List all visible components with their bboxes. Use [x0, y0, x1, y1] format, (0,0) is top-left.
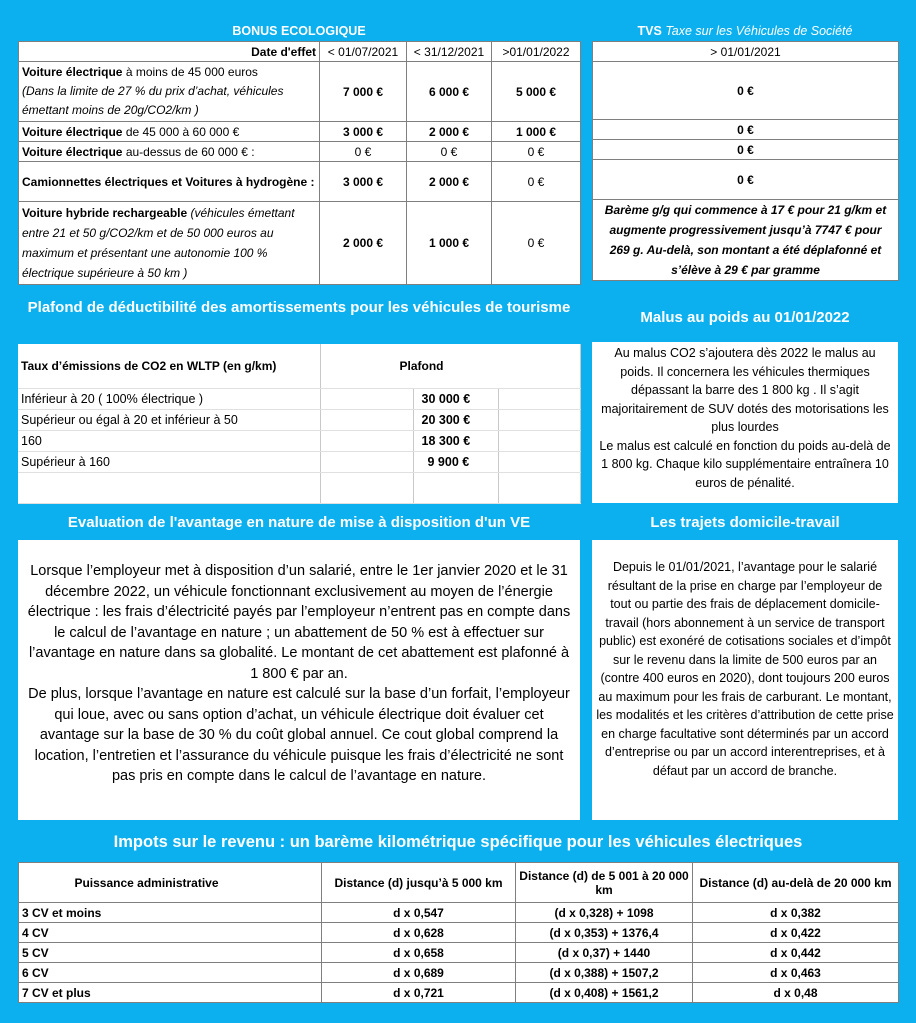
- bonus-value: 2 000 €: [320, 202, 407, 285]
- avantage-title: Evaluation de l'avantage en nature de mise à disposition d'un VE: [67, 514, 531, 531]
- tvs-title: [592, 24, 898, 38]
- trajets-box: [592, 540, 898, 820]
- impots-cell: (d x 0,37) + 1440: [516, 943, 693, 963]
- impots-cell: d x 0,658: [322, 943, 516, 963]
- bonus-row-note: (véhicules émettant entre 21 et 50 g/CO2/km et de 50 000 euros au maximum et présentant une autonomie 100 % électrique supérieure à 50 km ): [22, 206, 295, 280]
- plafond-label: Inférieur à 20 ( 100% électrique ): [18, 388, 320, 409]
- impots-cell: d x 0,463: [693, 963, 899, 983]
- bonus-value: 0 €: [320, 142, 407, 162]
- bonus-header-col: < 31/12/2021: [407, 42, 492, 62]
- bonus-row-label: Voiture électrique: [22, 124, 123, 139]
- impots-row: [19, 983, 899, 1003]
- bonus-row: [19, 162, 581, 202]
- impots-row: [19, 923, 899, 943]
- plafond-value: 30 000 €: [413, 388, 498, 409]
- impots-header-row: [19, 863, 899, 903]
- plafond-row: [18, 388, 580, 409]
- tvs-value: 0 €: [593, 140, 899, 160]
- trajets-text: Depuis le 01/01/2021, l’avantage pour le salarié résultant de la prise en charge par l’employeur de tout ou partie des frais de déplacement domicile-travail (hors abonnement à un service de transport public) est exonéré de cotisations sociales et d’impôt sur le revenu dans la limite de 500 euros par an (contre 400 euros en 2020), dont toujours 200 euros au maximum pour les frais de carburant. Le montant, les modalités et les critères d’attribution de cette prise en charge facultative sont déterminés par un accord d’entreprise ou par un accord interentreprises, et à défaut par un accord de branche.: [596, 560, 894, 778]
- impots-cell: d x 0,382: [693, 903, 899, 923]
- bonus-value: 1 000 €: [407, 202, 492, 285]
- impots-cell: d x 0,422: [693, 923, 899, 943]
- plafond-label: Supérieur ou égal à 20 et inférieur à 50: [18, 409, 320, 430]
- impots-cell: (d x 0,353) + 1376,4: [516, 923, 693, 943]
- tvs-bareme: Barème g/g qui commence à 17 € pour 21 g/km et augmente progressivement jusqu’à 7747 € pour 269 g. Au-delà, son montant a été déplafonné et s’élève à 29 € par gramme: [593, 200, 899, 281]
- impots-row: [19, 963, 899, 983]
- tvs-title-bold: TVS: [637, 24, 662, 38]
- bonus-value: 1 000 €: [492, 122, 581, 142]
- plafond-col2-header: Plafond: [320, 344, 580, 388]
- bonus-row: [19, 62, 581, 122]
- avantage-text-1: Lorsque l’employeur met à disposition d’un salarié, entre le 1er janvier 2020 et le 31 décembre 2022, un véhicule fonctionnant exclusivement au moyen de l’énergie électrique : les frais d’électricité payés par l’employeur n’entrent pas en compte dans le calcul de l’avantage en nature ; un abattement de 50 % est à effectuer sur l’avantage en nature dans sa globalité. Le montant de cet abattement est plafonné à 1 800 € par an.: [27, 563, 571, 682]
- bonus-row-rest: au-dessus de 60 000 € :: [122, 144, 255, 159]
- impots-cell: (d x 0,328) + 1098: [516, 903, 693, 923]
- bonus-value: 6 000 €: [407, 62, 492, 122]
- bonus-value: 0 €: [407, 142, 492, 162]
- impots-header: Distance (d) jusqu’à 5 000 km: [322, 863, 516, 903]
- bonus-value: 7 000 €: [320, 62, 407, 122]
- impots-cell: d x 0,442: [693, 943, 899, 963]
- impots-cell: 5 CV: [19, 943, 322, 963]
- bonus-row-rest: de 45 000 à 60 000 €: [122, 124, 240, 139]
- bonus-row: [19, 202, 581, 285]
- impots-cell: 4 CV: [19, 923, 322, 943]
- bonus-header-row: [19, 42, 581, 62]
- plafond-label: Supérieur à 160: [18, 451, 320, 472]
- impots-cell: 6 CV: [19, 963, 322, 983]
- bonus-row-note: (Dans la limite de 27 % du prix d’achat, véhicules émettant moins de 20g/CO2/km ): [22, 84, 284, 117]
- bonus-row-label: Voiture électrique: [22, 65, 123, 79]
- plafond-title: Plafond de déductibilité des amortissements pour les véhicules de tourisme: [27, 299, 571, 316]
- plafond-value: 18 300 €: [413, 430, 498, 451]
- bonus-table: [18, 41, 581, 285]
- impots-cell: (d x 0,408) + 1561,2: [516, 983, 693, 1003]
- bonus-header-col: < 01/07/2021: [320, 42, 407, 62]
- impots-header: Distance (d) au-delà de 20 000 km: [693, 863, 899, 903]
- impots-row: [19, 943, 899, 963]
- impots-table: [18, 862, 899, 1003]
- tvs-value: 0 €: [593, 62, 899, 120]
- tvs-table: [592, 41, 899, 281]
- impots-header: Distance (d) de 5 001 à 20 000 km: [516, 863, 693, 903]
- bonus-value: 3 000 €: [320, 122, 407, 142]
- impots-cell: (d x 0,388) + 1507,2: [516, 963, 693, 983]
- trajets-title: Les trajets domicile-travail: [650, 514, 840, 531]
- impots-cell: d x 0,689: [322, 963, 516, 983]
- impots-cell: 3 CV et moins: [19, 903, 322, 923]
- tvs-value: 0 €: [593, 160, 899, 200]
- bonus-row-label: Voiture hybride rechargeable: [22, 206, 188, 220]
- plafond-row: [18, 451, 580, 472]
- plafond-row: [18, 430, 580, 451]
- tvs-value: 0 €: [593, 120, 899, 140]
- impots-header: Puissance administrative: [19, 863, 322, 903]
- plafond-col1-header: Taux d’émissions de CO2 en WLTP (en g/km): [18, 344, 320, 388]
- bonus-value: 0 €: [492, 142, 581, 162]
- malus-text-1: Au malus CO2 s’ajoutera dès 2022 le malus au poids. Il concernera les véhicules thermiques dépassant la barre des 1 800 kg . Il s’agit majoritairement de SUV dotés des motorisations les plus lourdes: [601, 346, 889, 434]
- plafond-value: 20 300 €: [413, 409, 498, 430]
- bonus-value: 0 €: [492, 202, 581, 285]
- bonus-row-label: Camionnettes électriques et Voitures à hydrogène :: [22, 174, 315, 189]
- bonus-value: 5 000 €: [492, 62, 581, 122]
- impots-title: Impots sur le revenu : un barème kilométrique spécifique pour les véhicules électriques: [113, 833, 803, 851]
- malus-text-2: Le malus est calculé en fonction du poids au-delà de 1 800 kg. Chaque kilo supplémentaire entraînera 10 euros de pénalité.: [599, 438, 891, 490]
- plafond-value: 9 900 €: [413, 451, 498, 472]
- plafond-row: [18, 409, 580, 430]
- impots-cell: d x 0,547: [322, 903, 516, 923]
- tvs-title-rest: Taxe sur les Véhicules de Société: [661, 24, 853, 38]
- bonus-value: 2 000 €: [407, 122, 492, 142]
- bonus-value: 3 000 €: [320, 162, 407, 202]
- impots-cell: d x 0,628: [322, 923, 516, 943]
- avantage-box: [18, 540, 580, 820]
- malus-title: Malus au poids au 01/01/2022: [640, 309, 850, 326]
- bonus-value: 2 000 €: [407, 162, 492, 202]
- bonus-header-label: Date d'effet: [19, 42, 320, 62]
- malus-box: [592, 342, 898, 503]
- impots-row: [19, 903, 899, 923]
- bonus-row: [19, 142, 581, 162]
- plafond-table: [18, 344, 581, 504]
- plafond-label: 160: [18, 430, 320, 451]
- impots-cell: 7 CV et plus: [19, 983, 322, 1003]
- bonus-header-col: >01/01/2022: [492, 42, 581, 62]
- bonus-row-rest: à moins de 45 000 euros: [122, 65, 258, 79]
- bonus-value: 0 €: [492, 162, 581, 202]
- bonus-row-label: Voiture électrique: [22, 144, 123, 159]
- bonus-title: BONUS ECOLOGIQUE: [232, 24, 366, 38]
- impots-cell: d x 0,721: [322, 983, 516, 1003]
- tvs-header: > 01/01/2021: [593, 42, 899, 62]
- impots-cell: d x 0,48: [693, 983, 899, 1003]
- avantage-text-2: De plus, lorsque l’avantage en nature est calculé sur la base d’un forfait, l’employeur qui loue, avec ou sans option d’achat, un véhicule électrique doit évaluer cet avantage sur la base de 30 % du coût global annuel. Ce cout global comprend la location, l’entretien et l’assurance du véhicule puisque les frais d’électricité ne sont pas pris en compte dans le calcul de l’avantage en nature.: [28, 686, 570, 784]
- bonus-row: [19, 122, 581, 142]
